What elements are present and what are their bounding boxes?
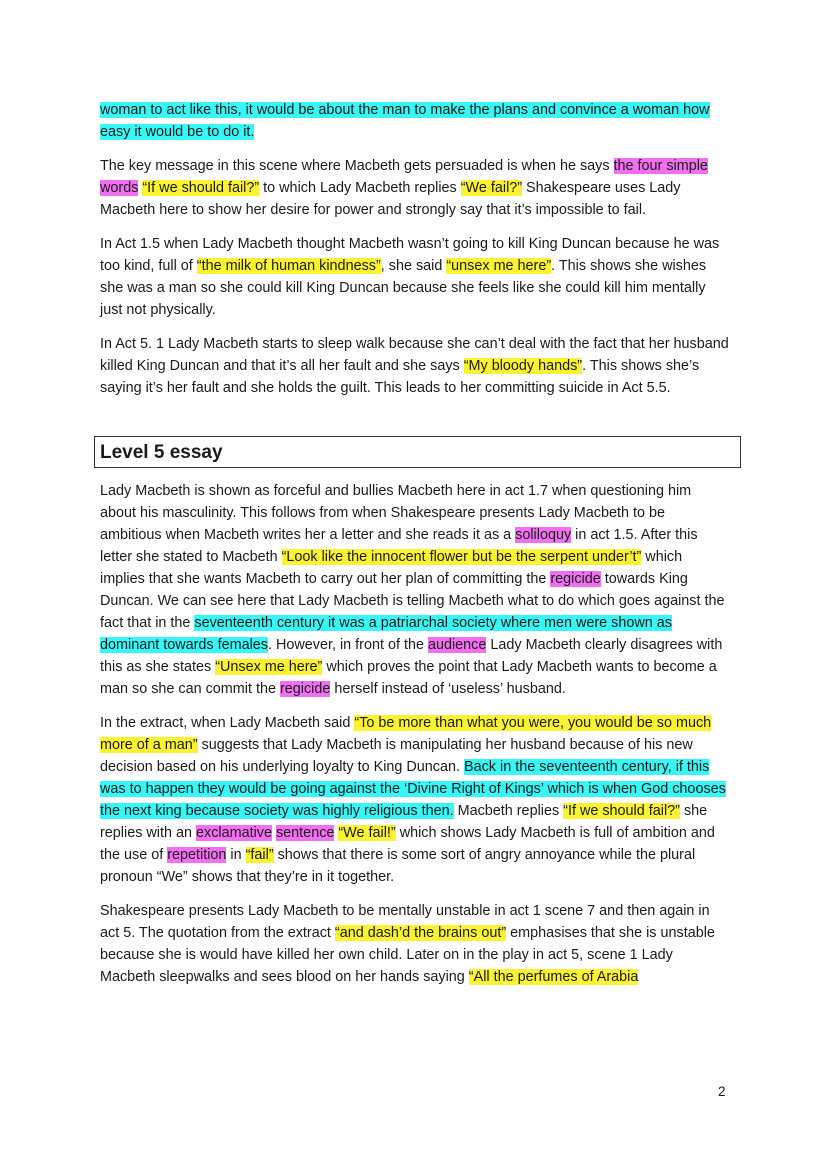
- highlight-yellow: “fail”: [245, 847, 274, 863]
- highlight-yellow: “Unsex me here”: [215, 659, 323, 675]
- text-segment: in: [226, 847, 246, 863]
- paragraph-act-5-1: [100, 333, 730, 399]
- text-segment: . This shows she wishes she was a man so she could kill King Duncan because she feels like she could kill him mentally just not physically.: [100, 258, 707, 318]
- highlight-yellow: “My bloody hands”: [463, 358, 583, 374]
- text-segment: towards King Duncan. We can see here that Lady Macbeth is telling Macbeth what to do which goes against the fact that in the: [100, 571, 725, 631]
- text-segment: which shows Lady Macbeth is full of ambition and the use of: [100, 825, 715, 863]
- highlight-yellow: “To be more than what you were, you would be so much more of a man”: [100, 715, 712, 753]
- highlight-magenta: regicide: [550, 571, 601, 587]
- highlight-yellow: “and dash’d the brains out”: [334, 925, 507, 941]
- paragraph-continuation: [100, 99, 730, 143]
- highlight-yellow: “All the perfumes of Arabia: [468, 969, 639, 985]
- text-segment: In Act 1.5 when Lady Macbeth thought Macbeth wasn’t going to kill King Duncan because he was too kind, full of: [100, 236, 720, 274]
- text-segment: Shakespeare presents Lady Macbeth to be mentally unstable in act 1 scene 7 and then again in act 5. The quotation from the extract: [100, 903, 710, 941]
- highlight-yellow: “If we should fail?”: [563, 803, 680, 819]
- highlight-magenta: repetition: [167, 847, 227, 863]
- text-segment: Lady Macbeth is shown as forceful and bullies Macbeth here in act 1.7 when questioning him about his masculinity. This follows from when Shakespeare presents Lady Macbeth to be ambitious when Macbeth writes her a letter and she reads it as a: [100, 483, 692, 543]
- highlight-magenta: audience: [427, 637, 487, 653]
- essay-paragraph-extract: [100, 712, 730, 888]
- highlight-magenta: exclamative: [196, 825, 272, 841]
- text-segment: which implies that she wants Macbeth to carry out her plan of committing the: [100, 549, 683, 587]
- essay-section: [100, 480, 730, 988]
- text-segment: Shakespeare uses Lady Macbeth here to show her desire for power and strongly say that it’s impossible to fail.: [100, 180, 681, 218]
- highlight-yellow: “If we should fail?”: [142, 180, 260, 196]
- text-segment: to which Lady Macbeth replies: [259, 180, 461, 196]
- highlight-magenta: sentence: [275, 825, 335, 841]
- paragraph-key-message: [100, 155, 730, 221]
- text-segment: herself instead of ‘useless’ husband.: [330, 681, 566, 697]
- highlight-magenta: regicide: [279, 681, 331, 697]
- text-segment: in act 1.5. After this letter she stated to Macbeth: [100, 527, 698, 565]
- text-segment: shows that there is some sort of angry annoyance while the plural pronoun “We” shows that they’re in it together.: [100, 847, 696, 885]
- text-segment: . However, in front of the: [267, 637, 428, 653]
- text-segment: , she said: [380, 258, 447, 274]
- highlight-magenta: the four simple words: [100, 158, 708, 196]
- text-segment: The key message in this scene where Macbeth gets persuaded is when he says: [100, 158, 614, 174]
- text-segment: which proves the point that Lady Macbeth wants to become a man so she can commit the: [100, 659, 717, 697]
- highlight-cyan: woman to act like this, it would be about the man to make the plans and convince a woman how easy it would be to do it.: [100, 102, 710, 140]
- paragraph-act-1-5: [100, 233, 730, 321]
- highlight-yellow: “the milk of human kindness”: [196, 258, 381, 274]
- highlight-yellow: “We fail?”: [460, 180, 523, 196]
- text-segment: Lady Macbeth clearly disagrees with this as she states: [100, 637, 723, 675]
- essay-paragraph-forceful: [100, 480, 730, 700]
- highlight-yellow: “We fail!”: [338, 825, 396, 841]
- text-segment: suggests that Lady Macbeth is manipulating her husband because of his new decision based on his underlying loyalty to King Duncan.: [100, 737, 693, 775]
- page-number: 2: [718, 1084, 726, 1099]
- text-segment: In Act 5. 1 Lady Macbeth starts to sleep walk because she can’t deal with the fact that her husband killed King Duncan and that it’s all her fault and she says: [100, 336, 729, 374]
- highlight-yellow: “unsex me here”: [446, 258, 552, 274]
- section-heading: Level 5 essay: [100, 442, 223, 463]
- essay-paragraph-unstable: [100, 900, 730, 988]
- intro-section: [100, 99, 730, 399]
- text-segment: she replies with an: [100, 803, 708, 841]
- text-segment: . This shows she’s saying it’s her fault and she holds the guilt. This leads to her committing suicide in Act 5.5.: [100, 358, 700, 396]
- document-page: [100, 99, 730, 1000]
- highlight-yellow: “Look like the innocent flower but be the serpent under’t”: [281, 549, 642, 565]
- text-segment: In the extract, when Lady Macbeth said: [100, 715, 355, 731]
- text-segment: Macbeth replies: [453, 803, 564, 819]
- section-heading-box: [94, 436, 741, 468]
- highlight-cyan: Back in the seventeenth century, if this was to happen they would be going against the ‘Divine Right of Kings’ which is when God chooses the next king because society was highly religious then.: [100, 759, 726, 819]
- highlight-cyan: seventeenth century it was a patriarchal society where men were shown as dominant towards females: [100, 615, 672, 653]
- highlight-magenta: soliloquy: [515, 527, 572, 543]
- text-segment: emphasises that she is unstable because she is would have killed her own child. Later on in the play in act 5, scene 1 Lady Macbeth sleepwalks and sees blood on her hands saying: [100, 925, 715, 985]
